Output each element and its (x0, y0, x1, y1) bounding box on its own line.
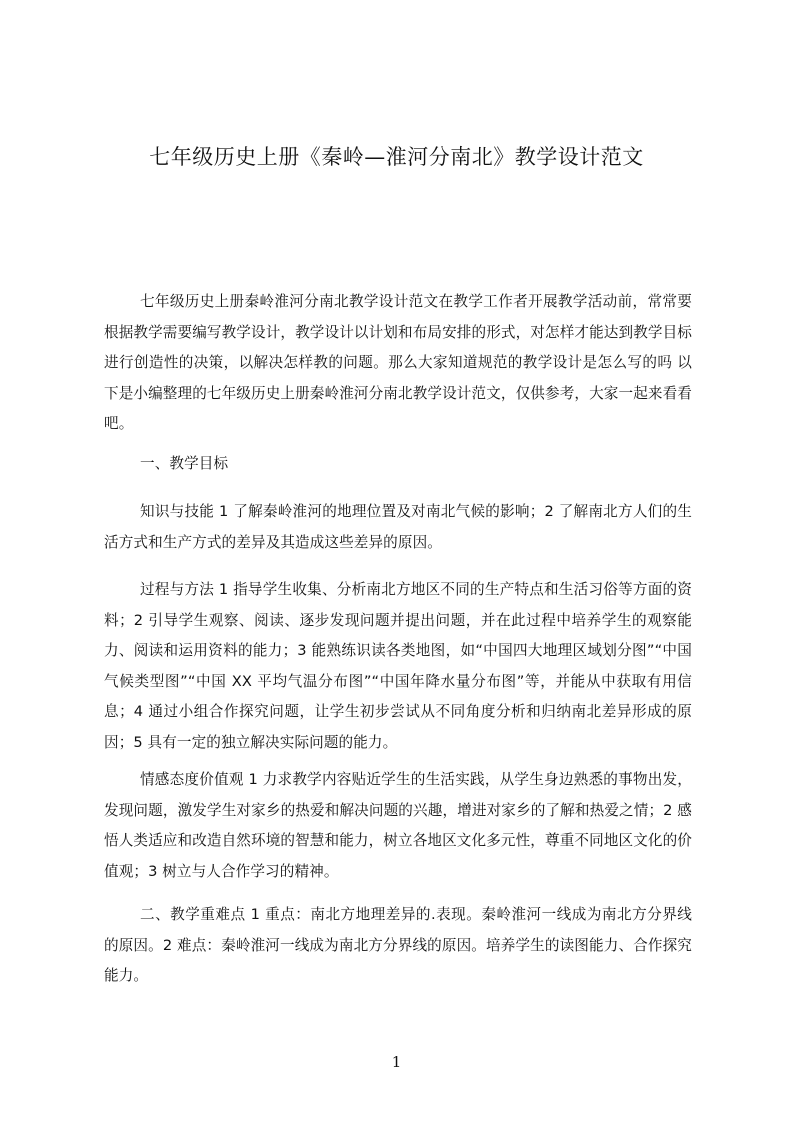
process-methods-paragraph: 过程与方法 1 指导学生收集、分析南北方地区不同的生产特点和生活习俗等方面的资料；2 引导学生观察、阅读、逐步发现问题并提出问题，并在此过程中培养学生的观察能力、阅读和运用资料的能力；3 能熟练识读各类地图，如“中国四大地理区域划分图”“中国气候类型图”“中国 XX 平均气温分布图”“中国年降水量分布图”等，并能从中获取有用信息；4 通过小组合作探究问题，让学生初步尝试从不同角度分析和归纳南北差异形成的原因；5 具有一定的独立解决实际问题的能力。 (104, 581, 692, 751)
intro-paragraph: 七年级历史上册秦岭淮河分南北教学设计范文在教学工作者开展教学活动前，常常要根据教学需要编写教学设计，教学设计以计划和布局安排的形式，对怎样才能达到教学目标进行创造性的决策，以解决怎样教的问题。那么大家知道规范的教学设计是怎么写的吗 以下是小编整理的七年级历史上册秦岭淮河分南北教学设计范文，仅供参考，大家一起来看看吧。 (104, 293, 692, 432)
document-title: 七年级历史上册《秦岭—淮河分南北》教学设计范文 (149, 145, 644, 169)
section-heading-objectives: 一、教学目标 (140, 455, 229, 472)
emotion-values-paragraph: 情感态度价值观 1 力求教学内容贴近学生的生活实践，从学生身边熟悉的事物出发，发现问题，激发学生对家乡的热爱和解决问题的兴趣，增进对家乡的了解和热爱之情；2 感悟人类适应和改造自然环境的智慧和能力，树立各地区文化多元性，尊重不同地区文化的价值观；3 树立与人合作学习的精神。 (104, 771, 692, 880)
knowledge-skills-paragraph: 知识与技能 1 了解秦岭淮河的地理位置及对南北气候的影响；2 了解南北方人们的生活方式和生产方式的差异及其造成这些差异的原因。 (104, 503, 692, 551)
key-difficult-points-paragraph: 二、教学重难点 1 重点：南北方地理差异的.表现。秦岭淮河一线成为南北方分界线的原因。2 难点：秦岭淮河一线成为南北方分界线的原因。培养学生的读图能力、合作探究能力。 (104, 906, 692, 984)
page-number: 1 (391, 1053, 402, 1071)
